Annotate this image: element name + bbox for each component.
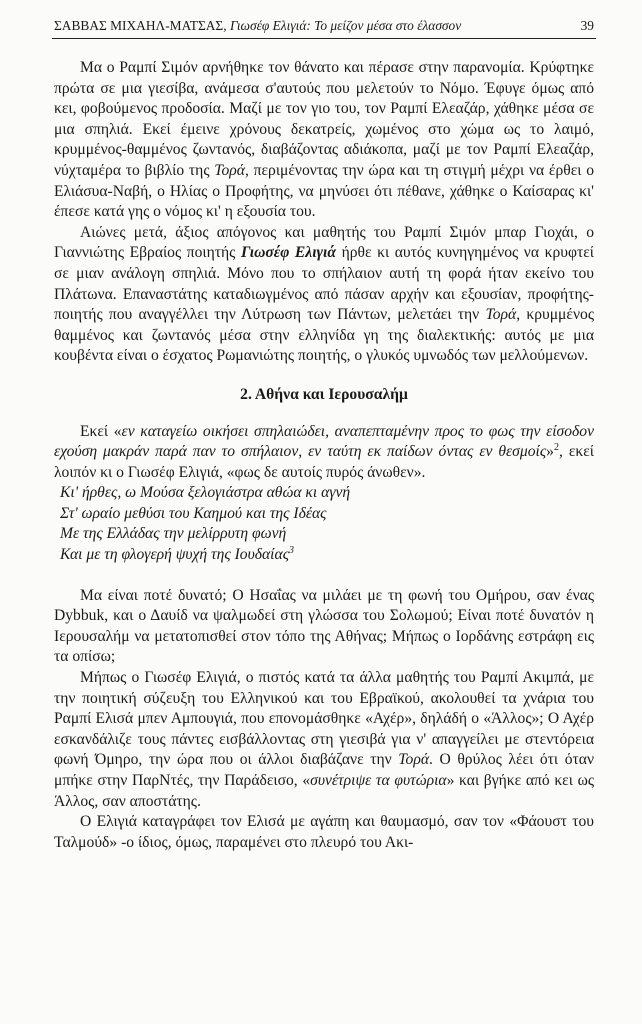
page-body <box>54 58 594 853</box>
verse-line-last <box>60 545 594 566</box>
text-run: , κρυμμένος θαμμένος και ζωντανός μέσα στην ελληνίδα γη της διαλεκτικής: αυτός με μια κουβέντα είναι ο έσχατος Ρωμανιώτης ποιητής, ο γλυκός υμνωδός των μελλούμενων. <box>54 306 594 365</box>
text-run: . Ο θρύλος λέει ότι όταν μπήκε στην ΠαρΝτές, την Παράδεισο, « <box>54 751 594 789</box>
paragraph-2 <box>54 223 594 367</box>
text-run: Μα ο Ραμπί Σιμόν αρνήθηκε τον θάνατο και πέρασε στην παρανομία. Κρύφτηκε πρώτα σε μια γιεσίβα, ανάμεσα σ'αυτούς που μελετούν το Νόμο. Έφυγε όμως από κει, φοβούμενος προδοσία. Μαζί με τον γιο του, τον Ραμπί Ελεαζάρ, χάθηκε μέσα σε μια σπηλιά. Εκεί έμεινε χρόνους δεκατρείς, χωμένος στο χώμα ως το λαιμό, κρυμμένος-θαμμένος ζωντανός, διαβάζοντας αδιάκοπα, μαζί με τον Ραμπί Ελεαζάρ, νύχταμέρα το βιβλίο της <box>54 59 594 179</box>
page-number: 39 <box>580 18 594 33</box>
italic-term: Τορά <box>398 751 430 769</box>
text-run: Εκεί « <box>80 422 122 440</box>
verse-line: Κι' ήρθες, ω Μούσα ξελογιάστρα αθώα κι αγνή <box>60 484 351 502</box>
italic-quote: συνέτριψε τα φυτώρια <box>310 772 447 789</box>
verse-line: Στ' ωραίο μεθύσι του Καημού και της Ιδέας <box>60 504 327 522</box>
verse-block <box>60 483 594 565</box>
text-run: , εκεί λοιπόν κι ο Γιωσέφ Ελιγιά, «φως δε αυτοίς πυρός άνωθεν». <box>54 443 595 481</box>
paragraph-1 <box>54 58 594 223</box>
paragraph-5 <box>54 668 594 812</box>
text-run: » <box>546 443 554 461</box>
running-header <box>54 18 594 34</box>
header-title: Γιωσέφ Ελιγιά: Το μείζον μέσα στο έλασσον <box>229 18 462 33</box>
header-author: ΣΑΒΒΑΣ ΜΙΧΑΗΛ-ΜΑΤΣΑΣ, <box>54 18 227 33</box>
spacer <box>54 566 594 586</box>
verse-line: Με της Ελλάδας την μελίρρυτη φωνή <box>60 525 287 543</box>
text-run: Αιώνες μετά, άξιος απόγονος και μαθητής του Ραμπί Σιμόν μπαρ Γιοχάι, ο Γιαννιώτης Εβραίος ποιητής <box>54 223 594 262</box>
italic-term: Τορά <box>214 161 245 179</box>
section-heading: 2. Αθήνα και Ιερουσαλήμ <box>240 385 408 403</box>
plato-quote: εν καταγείω οικήσει σπηλαιώδει, αναπεπταμένην προς το φως την είσοδον εχούση μακράν παρά παν το σπήλαιον, εν ταύτη εκ παίδων όντας εν θεσμοίς <box>54 422 595 461</box>
paragraph-3 <box>54 422 594 484</box>
text-run: , περιμένοντας την ώρα και τη στιγμή μέχρι να έρθει ο Ελιάσυα-Ναβή, ο Ηλίας ο Προφήτης, να μηνύσει ότι πέθανε, χάθηκε ο Καίσαρας κι' έπεσε κατά γης ο νόμος κι' η εξουσία του. <box>54 161 594 221</box>
paragraph-6: Ο Ελιγιά καταγράφει τον Ελισά με αγάπη και θαυμασμό, σαν τον «Φάουστ του Ταλμούδ» -ο ίδιος, όμως, παραμένει στο πλευρό του Ακι- <box>54 813 594 851</box>
footnote-ref: 2 <box>553 441 559 453</box>
paragraph-4: Μα είναι ποτέ δυνατό; Ο Ησαΐας να μιλάει με τη φωνή του Ομήρου, σαν ένας Dybbuk, και ο Δαυίδ να ψαλμωδεί στη γλώσσα του Σολωμού; Είναι ποτέ δυνατόν η Ιερουσαλήμ να μετατοπισθεί στον τόπο της Αθήνας; Μήπως ο Ιορδάνης εστράφη εις τα οπίσω; <box>54 586 594 666</box>
italic-term: Τορά <box>485 306 517 324</box>
footnote-ref: 3 <box>289 544 295 556</box>
text-run: Μήπως ο Γιωσέφ Ελιγιά, ο πιστός κατά τα άλλα μαθητής του Ραμπί Ακιμπά, με την ποιητική σύζευξη του Ελληνικού και του Εβραϊκού, ακολουθεί τα χνάρια του Ραμπί Ελισά μπεν Αμπουγιά, που επονομάσθηκε «Αχέρ», δηλάδή ο «Άλλος»; Ο Αχέρ εσκανδάλιζε τους πάντες εισβάλλοντας στη γιεσιβά για ν' απαγγείλει με στεντόρεια φωνή Όμηρο, την ώρα που οι άλλοι διαβάζανε την <box>54 669 594 769</box>
header-rule <box>52 38 596 39</box>
text-run: » και βγήκε από κει ως Άλλος, σαν αποστάτης. <box>54 772 595 810</box>
verse-text: Και με τη φλογερή ψυχή της Ιουδαίας <box>60 546 290 564</box>
poet-name: Γιωσέφ Ελιγιά <box>240 244 336 262</box>
header-author-title <box>54 18 461 34</box>
text-run: ήρθε κι αυτός κυνηγημένος να κρυφτεί σε μιαν ανάλογη σπηλιά. Μόνο που το σπήλαιον αυτή τη φορά ήταν εκείνο του Πλάτωνα. Επαναστάτης καταδιωγμένος από πάσαν αρχήν και εξουσίαν, προφήτης-ποιητής που αναγγέλλει την Λύτρωση των Πάντων, μελετάει την <box>54 244 594 324</box>
